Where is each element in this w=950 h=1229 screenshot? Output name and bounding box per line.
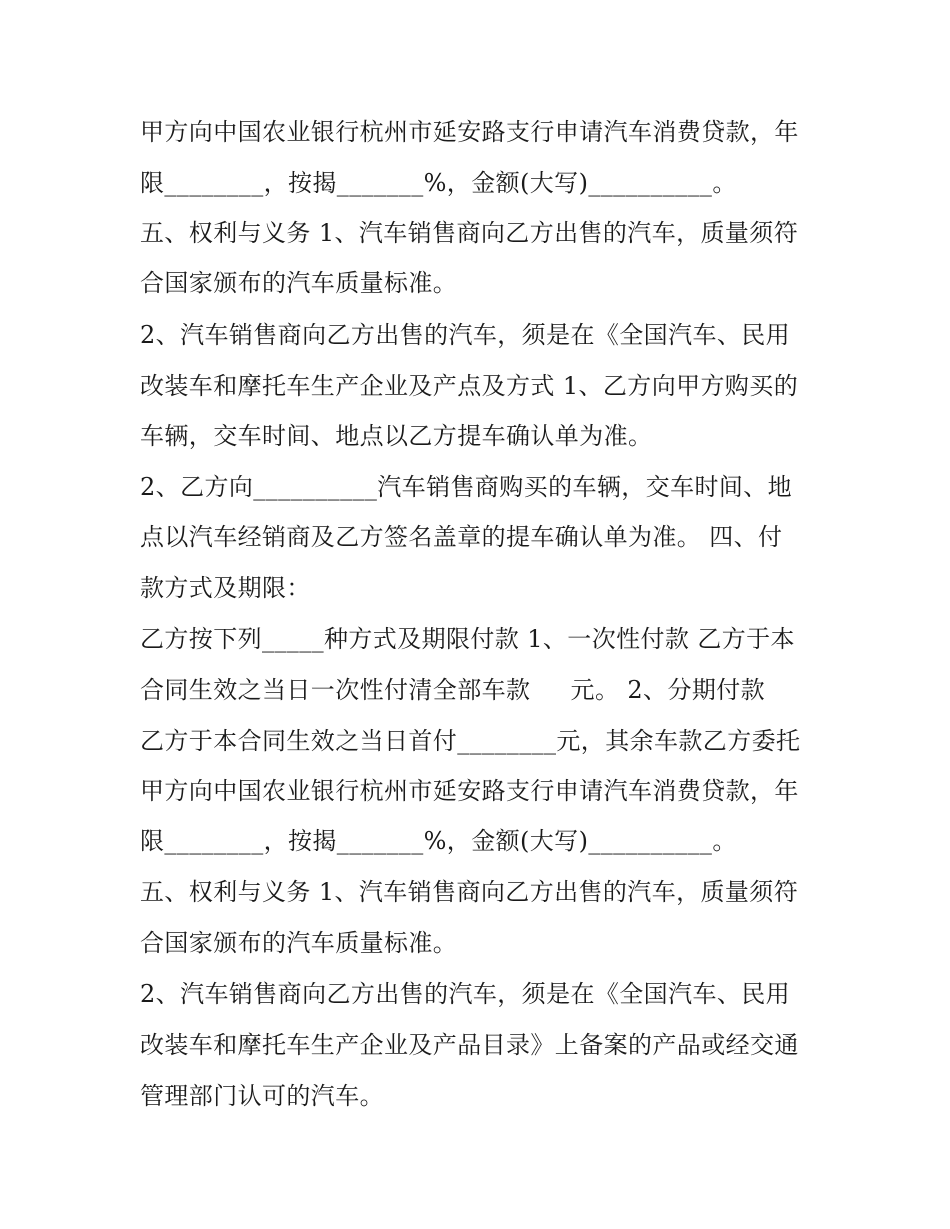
text-line: 限________，按揭_______%，金额(大写)__________。 [140, 827, 737, 855]
text-line: 五、权利与义务 1、汽车销售商向乙方出售的汽车，质量须符 [140, 878, 799, 906]
text-line: 限________，按揭_______%，金额(大写)__________。 [140, 169, 737, 197]
text-line: 乙方按下列_____种方式及期限付款 1、一次性付款 乙方于本 [140, 625, 795, 653]
text-line: 2、汽车销售商向乙方出售的汽车，须是在《全国汽车、民用 [140, 980, 791, 1008]
text-line: 甲方向中国农业银行杭州市延安路支行申请汽车消费贷款，年 [140, 777, 799, 805]
text-line: 合国家颁布的汽车质量标准。 [140, 929, 458, 957]
text-line: 合同生效之当日一次性付清全部车款 元。 2、分期付款 [140, 676, 766, 704]
text-line: 款方式及期限： [140, 574, 311, 602]
text-line: 管理部门认可的汽车。 [140, 1082, 384, 1110]
text-line: 点以汽车经销商及乙方签名盖章的提车确认单为准。 四、付 [140, 523, 783, 551]
text-line: 2、乙方向__________汽车销售商购买的车辆，交车时间、地 [140, 473, 793, 501]
text-line: 改装车和摩托车生产企业及产品目录》上备案的产品或经交通 [140, 1031, 799, 1059]
text-line: 甲方向中国农业银行杭州市延安路支行申请汽车消费贷款，年 [140, 118, 799, 146]
text-line: 改装车和摩托车生产企业及产点及方式 1、乙方向甲方购买的 [140, 372, 799, 400]
text-line: 车辆，交车时间、地点以乙方提车确认单为准。 [140, 422, 653, 450]
text-line: 2、汽车销售商向乙方出售的汽车，须是在《全国汽车、民用 [140, 321, 791, 349]
text-line: 五、权利与义务 1、汽车销售商向乙方出售的汽车，质量须符 [140, 219, 799, 247]
text-line: 乙方于本合同生效之当日首付________元，其余车款乙方委托 [140, 727, 801, 755]
text-line: 合国家颁布的汽车质量标准。 [140, 269, 458, 297]
